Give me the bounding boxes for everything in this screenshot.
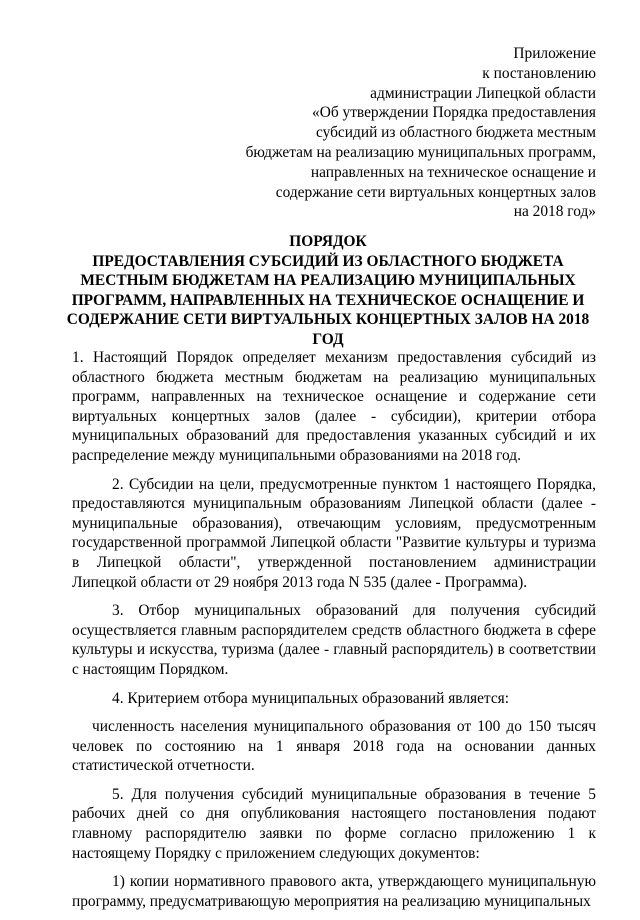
appendix-line: на 2018 год» [513, 203, 596, 221]
appendix-line: направленных на техническое оснащение и [310, 163, 596, 181]
paragraph-5-item-1: 1) копии нормативного правового акта, утверждающего муниципальную программу, предусматривающую мероприятия на реализацию муниципальных [72, 873, 596, 910]
appendix-line: субсидий из областного бюджета местным [315, 124, 596, 142]
paragraph-4: 4. Критерием отбора муниципальных образований является: [112, 689, 510, 707]
paragraph-2: 2. Субсидии на цели, предусмотренные пунктом 1 настоящего Порядка, предоставляются муниципальным образованиям Липецкой области (далее - муниципальные образования), отвечающим условиям, предусмотренным государственной программой Липецкой области "Развитие культуры и туризма в Липецкой области", утвержденной постановлением администрации Липецкой области от 29 ноября 2013 года N 535 (далее - Программа). [72, 475, 596, 591]
title-subtitle: ПРЕДОСТАВЛЕНИЯ СУБСИДИЙ ИЗ ОБЛАСТНОГО БЮДЖЕТА МЕСТНЫМ БЮДЖЕТАМ НА РЕАЛИЗАЦИЮ МУНИЦИПАЛЬНЫХ ПРОГРАММ, НАПРАВЛЕННЫХ НА ТЕХНИЧЕСКОЕ ОСНАЩЕНИЕ И СОДЕРЖАНИЕ СЕТИ ВИРТУАЛЬНЫХ КОНЦЕРТНЫХ ЗАЛОВ НА 2018 ГОД [66, 252, 590, 348]
title-heading: ПОРЯДОК [289, 233, 367, 250]
paragraph-4-criterion: численность населения муниципального образования от 100 до 150 тысяч человек по состоянию на 1 января 2018 года на основании данных статистической отчетности. [72, 718, 596, 775]
appendix-line: Приложение [513, 45, 596, 62]
paragraph-1: 1. Настоящий Порядок определяет механизм предоставления субсидий из областного бюджета местным бюджетам на реализацию муниципальных программ, направленных на техническое оснащение и содержание сети виртуальных концертных залов (далее - субсидии), критерии отбора муниципальных образований для предоставления указанных субсидий и их распределение между муниципальными образованиями на 2018 год. [72, 349, 596, 464]
document-body [72, 348, 596, 920]
appendix-line: к постановлению [482, 64, 596, 82]
paragraph-3: 3. Отбор муниципальных образований для получения субсидий осуществляется главным распорядителем средств областного бюджета в сфере культуры и искусства, туризма (далее - главный распорядитель) в соответствии с настоящим Порядком. [72, 602, 596, 678]
appendix-line: «Об утверждении Порядка предоставления [312, 104, 596, 122]
appendix-line: бюджетам на реализацию муниципальных программ, [245, 143, 596, 161]
appendix-line: администрации Липецкой области [370, 84, 596, 102]
appendix-header [216, 44, 596, 222]
paragraph-5: 5. Для получения субсидий муниципальные образования в течение 5 рабочих дней со дня опубликования настоящего постановления подают главному распорядителю заявки по форме согласно приложению 1 к настоящему Порядку с приложением следующих документов: [72, 785, 596, 862]
document-title [62, 232, 594, 350]
appendix-line: содержание сети виртуальных концертных залов [275, 183, 596, 201]
